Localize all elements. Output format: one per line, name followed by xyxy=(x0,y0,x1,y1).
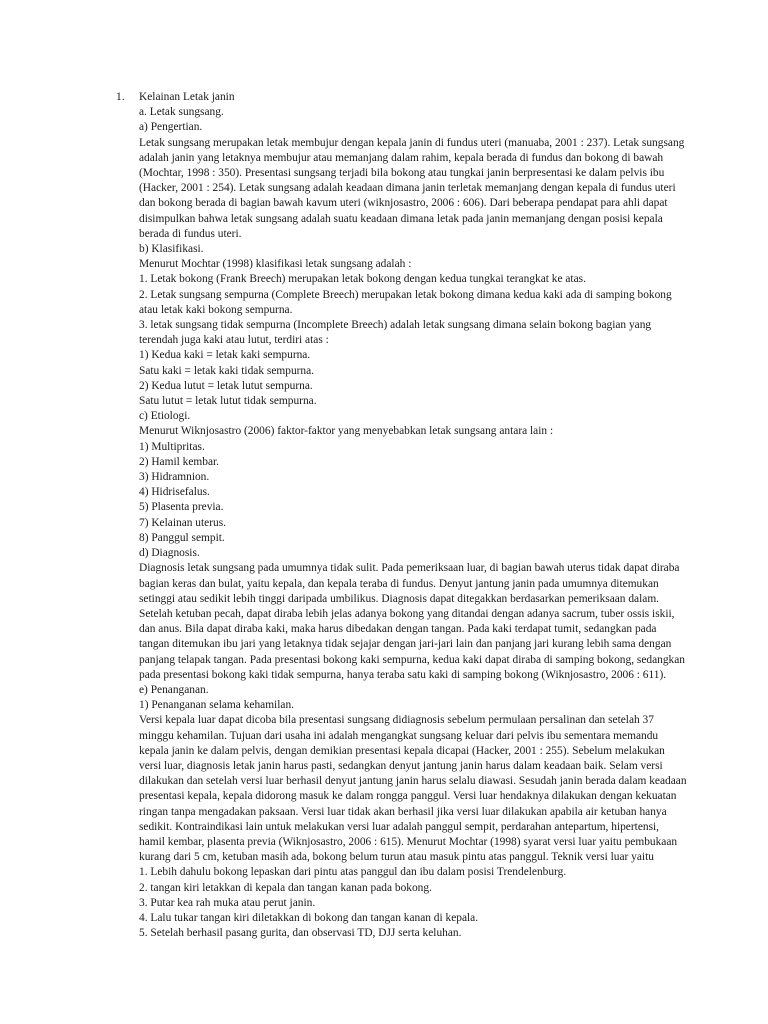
paragraph-pengertian: Letak sungsang merupakan letak membujur dengan kepala janin di fundus uteri (manuaba, 2001 : 237). Letak sungsang adalah janin yang letaknya membujur atau memanjang dalam rahim, kepala berada di fundus dan bokong di bawah (Mochtar, 1998 : 350). Presentasi sungsang terjadi bila bokong atau tungkai janin berpresentasi ke dalam pelvis ibu (Hacker, 2001 : 254). Letak sungsang adalah keadaan dimana janin terletak memanjang dengan kepala di fundus uteri dan bokong berada di bagian bawah kavum uteri (wiknjosastro, 2006 : 606). Dari beberapa pendapat para ahli dapat disimpulkan bahwa letak sungsang adalah suatu keadaan dimana letak pada janin memanjang dengan posisi kepala berada di fundus uteri. xyxy=(139,136,685,240)
list-item: 2. tangan kiri letakkan di kepala dan tangan kanan pada bokong. xyxy=(139,881,432,894)
list-item: 1) Multipritas. xyxy=(139,440,205,453)
subheading-klasifikasi: b) Klasifikasi. xyxy=(139,243,204,256)
subheading-etiologi: c) Etiologi. xyxy=(139,410,191,423)
document-body xyxy=(139,90,687,941)
text-line: Menurut Wiknjosastro (2006) faktor-faktor yang menyebabkan letak sungsang antara lain : xyxy=(139,425,554,438)
list-item: 4) Hidrisefalus. xyxy=(139,486,210,499)
list-item: 1) Kedua kaki = letak kaki sempurna. xyxy=(139,349,311,362)
paragraph-diagnosis: Diagnosis letak sungsang pada umumnya tidak sulit. Pada pemeriksaan luar, di bagian bawah uterus tidak dapat diraba bagian keras dan bulat, yaitu kepala, dan kepala teraba di fundus. Denyut jantung janin pada umumnya ditemukan setinggi atau sedikit lebih tinggi daripada umbilikus. Diagnosis dapat ditegakkan berdasarkan pemeriksaan dalam. Setelah ketuban pecah, dapat diraba lebih jelas adanya bokong yang ditandai dengan adanya sacrum, tuber ossis iskii, dan anus. Bila dapat diraba kaki, maka harus dibedakan dengan tangan. Pada kaki terdapat tumit, sedangkan pada tangan ditemukan ibu jari yang letaknya tidak sejajar dengan jari-jari lain dan panjang jari kurang lebih sama dengan panjang telapak tangan. Pada presentasi bokong kaki sempurna, kedua kaki dapat diraba di samping bokong, sedangkan pada presentasi bokong kaki tidak sempurna, hanya teraba satu kaki di samping bokong (Wiknjosastro, 2006 : 611). xyxy=(139,562,685,681)
list-item: 2) Kedua lutut = letak lutut sempurna. xyxy=(139,379,313,392)
list-item: 2) Hamil kembar. xyxy=(139,455,220,468)
list-item: 3) Hidramnion. xyxy=(139,471,210,484)
list-item: Satu kaki = letak kaki tidak sempurna. xyxy=(139,364,315,377)
list-item: 4. Lalu tukar tangan kiri diletakkan di bokong dan tangan kanan di kepala. xyxy=(139,911,479,924)
heading-kelainan-letak-janin: Kelainan Letak janin xyxy=(139,91,235,103)
list-item: 3. letak sungsang tidak sempurna (Incomplete Breech) adalah letak sungsang dimana selain bokong bagian yang terendah juga kaki atau lutut, terdiri atas : xyxy=(139,319,652,347)
subheading-letak-sungsang: a. Letak sungsang. xyxy=(139,106,224,119)
list-item: 1. Letak bokong (Frank Breech) merupakan letak bokong dengan kedua tungkai terangkat ke atas. xyxy=(139,273,586,286)
list-item: 2. Letak sungsang sempurna (Complete Breech) merupakan letak bokong dimana kedua kaki ada di samping bokong atau letak kaki bokong sempurna. xyxy=(139,288,672,316)
list-item: 1. Lebih dahulu bokong lepaskan dari pintu atas panggul dan ibu dalam posisi Trendelenburg. xyxy=(139,866,567,879)
paragraph-versi-luar: Versi kepala luar dapat dicoba bila presentasi sungsang didiagnosis sebelum permulaan persalinan dan setelah 37 minggu kehamilan. Tujuan dari usaha ini adalah mengangkat sungsang keluar dari pelvis ibu sementara memandu kepala janin ke dalam pelvis, dengan demikian presentasi kepala dicapai (Hacker, 2001 : 255). Sebelum melakukan versi luar, diagnosis letak janin harus pasti, sedangkan denyut jantung janin harus dalam keadaan baik. Selam versi dilakukan dan setelah versi luar berhasil denyut jantung janin harus selalu diawasi. Sesudah janin berada dalam keadaan presentasi kepala, kepala didorong masuk ke dalam rongga panggul. Versi luar hendaknya dilakukan dengan kekuatan ringan tanpa mengadakan paksaan. Versi luar tidak akan berhasil jika versi luar dilakukan apabila air ketuban hanya sedikit. Kontraindikasi lain untuk melakukan versi luar adalah panggul sempit, perdarahan antepartum, hipertensi, hamil kembar, plasenta previa (Wiknjosastro, 2006 : 615). Menurut Mochtar (1998) syarat versi luar yaitu pembukaan kurang dari 5 cm, ketuban masih ada, bokong belum turun atau masuk pintu atas panggul. Teknik versi luar yaitu xyxy=(139,714,687,864)
list-item: 5) Plasenta previa. xyxy=(139,501,224,514)
list-item: 5. Setelah berhasil pasang gurita, dan observasi TD, DJJ serta keluhan. xyxy=(139,927,462,940)
subheading-diagnosis: d) Diagnosis. xyxy=(139,547,200,560)
list-item: 8) Panggul sempit. xyxy=(139,531,225,544)
list-item: 3. Putar kea rah muka atau perut janin. xyxy=(139,896,316,909)
list-item: Satu lutut = letak lutut tidak sempurna. xyxy=(139,395,317,408)
subheading-pengertian: a) Pengertian. xyxy=(139,121,203,134)
text-line: Menurut Mochtar (1998) klasifikasi letak sungsang adalah : xyxy=(139,258,412,271)
subheading-penanganan: e) Penanganan. xyxy=(139,683,209,696)
section-number: 1. xyxy=(116,91,125,103)
list-item: 7) Kelainan uterus. xyxy=(139,516,226,529)
subheading-penanganan-kehamilan: 1) Penanganan selama kehamilan. xyxy=(139,699,294,712)
